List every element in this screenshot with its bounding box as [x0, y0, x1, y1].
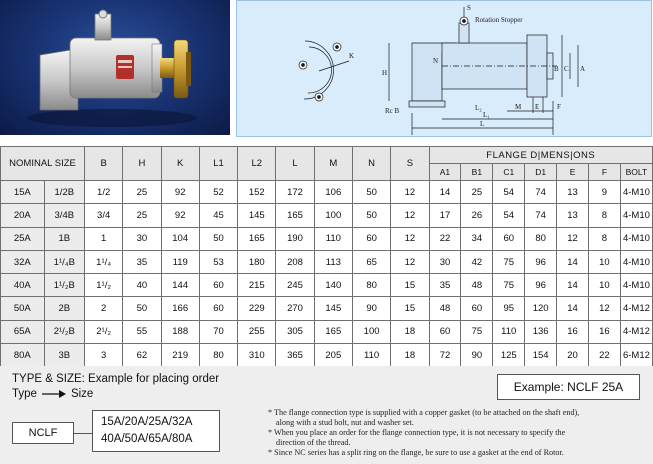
- table-cell: 50: [352, 204, 390, 227]
- table-cell: 1: [85, 227, 123, 250]
- table-cell: 188: [161, 320, 199, 343]
- table-cell: 136: [525, 320, 557, 343]
- table-cell: 3: [85, 344, 123, 367]
- table-cell: 65: [352, 250, 390, 273]
- table-cell: 25: [461, 181, 493, 204]
- end-view: [299, 41, 349, 101]
- table-cell: 12: [391, 250, 429, 273]
- dim-m-label: M: [515, 103, 522, 111]
- table-cell: 120: [525, 297, 557, 320]
- header-k: K: [161, 147, 199, 181]
- header-bolt: BOLT: [620, 164, 652, 181]
- nominal-size-b-cell: 2¹/₂B: [44, 320, 84, 343]
- header-s: S: [391, 147, 429, 181]
- type-code-box: NCLF: [12, 422, 74, 444]
- dim-s-label: S: [467, 4, 471, 12]
- table-cell: 1/2: [85, 181, 123, 204]
- table-cell: 20: [557, 344, 589, 367]
- table-cell: 12: [557, 227, 589, 250]
- connector-line: [74, 433, 92, 434]
- nominal-size-b-cell: 1¹/₄B: [44, 250, 84, 273]
- table-cell: 6-M12: [620, 344, 652, 367]
- table-cell: 48: [461, 274, 493, 297]
- table-cell: 15: [391, 297, 429, 320]
- table-cell: 14: [557, 250, 589, 273]
- table-cell: 13: [557, 181, 589, 204]
- table-cell: 52: [199, 181, 237, 204]
- table-cell: 12: [391, 204, 429, 227]
- header-l: L: [276, 147, 314, 181]
- nominal-size-b-cell: 1/2B: [44, 181, 84, 204]
- table-row: [1, 297, 653, 320]
- table-cell: 17: [429, 204, 461, 227]
- table-cell: 4-M10: [620, 274, 652, 297]
- table-cell: 106: [314, 181, 352, 204]
- table-cell: 70: [199, 320, 237, 343]
- rotary-joint-photo: [0, 0, 230, 135]
- table-cell: 100: [352, 320, 390, 343]
- table-cell: 48: [429, 297, 461, 320]
- table-cell: 80: [525, 227, 557, 250]
- sizes-line-2: 40A/50A/65A/80A: [101, 433, 193, 445]
- table-cell: 4-M10: [620, 227, 652, 250]
- table-cell: 10: [588, 250, 620, 273]
- note-3: * Since NC series has a split ring on the flange, be sure to use a gasket at the end of Rotor.: [268, 448, 564, 457]
- table-cell: 60: [493, 227, 525, 250]
- header-e: E: [557, 164, 589, 181]
- table-cell: 92: [161, 181, 199, 204]
- table-cell: 215: [238, 274, 276, 297]
- table-cell: 2¹/₂: [85, 320, 123, 343]
- table-cell: 2: [85, 297, 123, 320]
- dim-h-label: H: [382, 69, 388, 77]
- table-cell: 14: [557, 274, 589, 297]
- table-cell: 125: [493, 344, 525, 367]
- note-2-cont: direction of the thread.: [276, 438, 351, 447]
- table-cell: 53: [199, 250, 237, 273]
- table-cell: 229: [238, 297, 276, 320]
- table-cell: 208: [276, 250, 314, 273]
- table-cell: 60: [461, 297, 493, 320]
- header-n: N: [352, 147, 390, 181]
- order-example: Example: NCLF 25A: [497, 374, 640, 400]
- table-cell: 40: [123, 274, 161, 297]
- table-cell: 154: [525, 344, 557, 367]
- dim-l-label: L: [480, 120, 485, 128]
- table-row: [1, 181, 653, 204]
- header-flange-dimensions: FLANGE D|MENS|ONS: [429, 147, 652, 164]
- spec-table: [0, 146, 653, 367]
- dim-l1-label: L₁: [483, 111, 490, 119]
- table-cell: 4-M12: [620, 320, 652, 343]
- nominal-size-a-cell: 50A: [1, 297, 45, 320]
- nominal-size-a-cell: 80A: [1, 344, 45, 367]
- table-cell: 45: [199, 204, 237, 227]
- table-cell: 18: [391, 320, 429, 343]
- header-d1: D1: [525, 164, 557, 181]
- table-cell: 42: [461, 250, 493, 273]
- table-cell: 16: [557, 320, 589, 343]
- header-f: F: [588, 164, 620, 181]
- note-2: * When you place an order for the flange connection type, it is not necessary to specify the: [268, 428, 566, 437]
- nominal-size-a-cell: 20A: [1, 204, 45, 227]
- note-1-cont: along with a stud bolt, nut and washer set.: [276, 418, 414, 427]
- table-cell: 30: [429, 250, 461, 273]
- table-cell: 54: [493, 204, 525, 227]
- table-cell: 75: [493, 274, 525, 297]
- sizes-box: [92, 410, 220, 452]
- table-cell: 219: [161, 344, 199, 367]
- table-cell: 12: [391, 181, 429, 204]
- table-cell: 80: [199, 344, 237, 367]
- nominal-size-a-cell: 15A: [1, 181, 45, 204]
- table-cell: 205: [314, 344, 352, 367]
- table-cell: 145: [314, 297, 352, 320]
- table-cell: 1¹/₄: [85, 250, 123, 273]
- header-c1: C1: [493, 164, 525, 181]
- dim-b-label: B: [554, 65, 559, 73]
- table-cell: 4-M10: [620, 204, 652, 227]
- dim-n-label: N: [433, 57, 439, 65]
- table-cell: 13: [557, 204, 589, 227]
- table-cell: 4-M10: [620, 250, 652, 273]
- table-cell: 9: [588, 181, 620, 204]
- table-cell: 92: [161, 204, 199, 227]
- table-cell: 144: [161, 274, 199, 297]
- table-cell: 14: [557, 297, 589, 320]
- table-cell: 180: [238, 250, 276, 273]
- table-cell: 50: [352, 181, 390, 204]
- table-cell: 113: [314, 250, 352, 273]
- header-b1: B1: [461, 164, 493, 181]
- table-cell: 14: [429, 181, 461, 204]
- nominal-size-a-cell: 65A: [1, 320, 45, 343]
- dim-k-label: K: [349, 52, 355, 60]
- table-cell: 74: [525, 204, 557, 227]
- table-cell: 60: [199, 274, 237, 297]
- table-cell: 50: [199, 227, 237, 250]
- header-nominal-size: NOMINAL SIZE: [1, 147, 85, 181]
- table-cell: 165: [276, 204, 314, 227]
- table-cell: 96: [525, 274, 557, 297]
- table-cell: 35: [123, 250, 161, 273]
- table-cell: 110: [352, 344, 390, 367]
- table-cell: 90: [461, 344, 493, 367]
- table-row: [1, 227, 653, 250]
- table-cell: 22: [588, 344, 620, 367]
- table-cell: 62: [123, 344, 161, 367]
- table-cell: 10: [588, 274, 620, 297]
- table-row: [1, 320, 653, 343]
- nominal-size-b-cell: 1B: [44, 227, 84, 250]
- table-cell: 15: [391, 274, 429, 297]
- product-photo: [0, 0, 230, 135]
- table-cell: 270: [276, 297, 314, 320]
- dim-a-label: A: [580, 65, 586, 73]
- dimension-drawing: [236, 0, 652, 137]
- table-cell: 90: [352, 297, 390, 320]
- nominal-size-a-cell: 25A: [1, 227, 45, 250]
- table-cell: 140: [314, 274, 352, 297]
- table-cell: 80: [352, 274, 390, 297]
- table-cell: 245: [276, 274, 314, 297]
- table-cell: 165: [314, 320, 352, 343]
- table-cell: 75: [461, 320, 493, 343]
- table-cell: 145: [238, 204, 276, 227]
- table-cell: 60: [199, 297, 237, 320]
- dim-e-label: E: [535, 103, 540, 111]
- header-l1: L1: [199, 147, 237, 181]
- table-cell: 305: [276, 320, 314, 343]
- table-cell: 25: [123, 204, 161, 227]
- table-cell: 30: [123, 227, 161, 250]
- table-cell: 165: [238, 227, 276, 250]
- sizes-line-1: 15A/20A/25A/32A: [101, 416, 193, 428]
- table-cell: 110: [493, 320, 525, 343]
- table-cell: 95: [493, 297, 525, 320]
- order-title: TYPE & SIZE: Example for placing order: [12, 373, 220, 385]
- table-cell: 74: [525, 181, 557, 204]
- table-cell: 26: [461, 204, 493, 227]
- nominal-size-b-cell: 3B: [44, 344, 84, 367]
- note-1: * The flange connection type is supplied with a copper gasket (to be attached on the shaft end),: [268, 408, 580, 417]
- table-row: [1, 250, 653, 273]
- table-cell: 152: [238, 181, 276, 204]
- header-l2: L2: [238, 147, 276, 181]
- dim-c-label: C: [564, 65, 569, 73]
- spec-table-body: [1, 181, 653, 367]
- nominal-size-a-cell: 32A: [1, 250, 45, 273]
- table-cell: 18: [391, 344, 429, 367]
- table-cell: 4-M12: [620, 297, 652, 320]
- dim-f-label: F: [557, 103, 561, 111]
- table-cell: 3/4: [85, 204, 123, 227]
- table-cell: 12: [588, 297, 620, 320]
- table-cell: 190: [276, 227, 314, 250]
- dim-rcb-label: Rc B: [385, 107, 400, 115]
- table-cell: 60: [352, 227, 390, 250]
- nominal-size-b-cell: 2B: [44, 297, 84, 320]
- table-cell: 72: [429, 344, 461, 367]
- table-cell: 34: [461, 227, 493, 250]
- table-cell: 8: [588, 204, 620, 227]
- header-a1: A1: [429, 164, 461, 181]
- nominal-size-b-cell: 1¹/₂B: [44, 274, 84, 297]
- table-cell: 365: [276, 344, 314, 367]
- order-panel: [0, 366, 653, 464]
- table-cell: 22: [429, 227, 461, 250]
- table-cell: 172: [276, 181, 314, 204]
- table-cell: 310: [238, 344, 276, 367]
- header-b: B: [85, 147, 123, 181]
- table-cell: 4-M10: [620, 181, 652, 204]
- table-cell: 12: [391, 227, 429, 250]
- table-cell: 75: [493, 250, 525, 273]
- table-cell: 1¹/₂: [85, 274, 123, 297]
- table-row: [1, 204, 653, 227]
- table-cell: 55: [123, 320, 161, 343]
- table-row: [1, 344, 653, 367]
- order-type-size-legend: [12, 388, 93, 400]
- table-cell: 16: [588, 320, 620, 343]
- table-cell: 119: [161, 250, 199, 273]
- table-cell: 166: [161, 297, 199, 320]
- table-cell: 60: [429, 320, 461, 343]
- nominal-size-b-cell: 3/4B: [44, 204, 84, 227]
- right-arrow-icon: [41, 389, 67, 399]
- type-label: Type: [12, 388, 37, 400]
- table-cell: 96: [525, 250, 557, 273]
- table-row: [1, 274, 653, 297]
- table-cell: 50: [123, 297, 161, 320]
- table-cell: 255: [238, 320, 276, 343]
- table-cell: 100: [314, 204, 352, 227]
- notes: [268, 408, 653, 458]
- nominal-size-a-cell: 40A: [1, 274, 45, 297]
- header-h: H: [123, 147, 161, 181]
- table-cell: 110: [314, 227, 352, 250]
- table-cell: 8: [588, 227, 620, 250]
- dim-l2-label: L₂: [475, 104, 482, 112]
- table-cell: 25: [123, 181, 161, 204]
- table-cell: 104: [161, 227, 199, 250]
- header-m: M: [314, 147, 352, 181]
- table-cell: 54: [493, 181, 525, 204]
- table-cell: 35: [429, 274, 461, 297]
- size-label: Size: [70, 388, 94, 400]
- rotation-stopper-label: Rotation Stopper: [475, 16, 523, 24]
